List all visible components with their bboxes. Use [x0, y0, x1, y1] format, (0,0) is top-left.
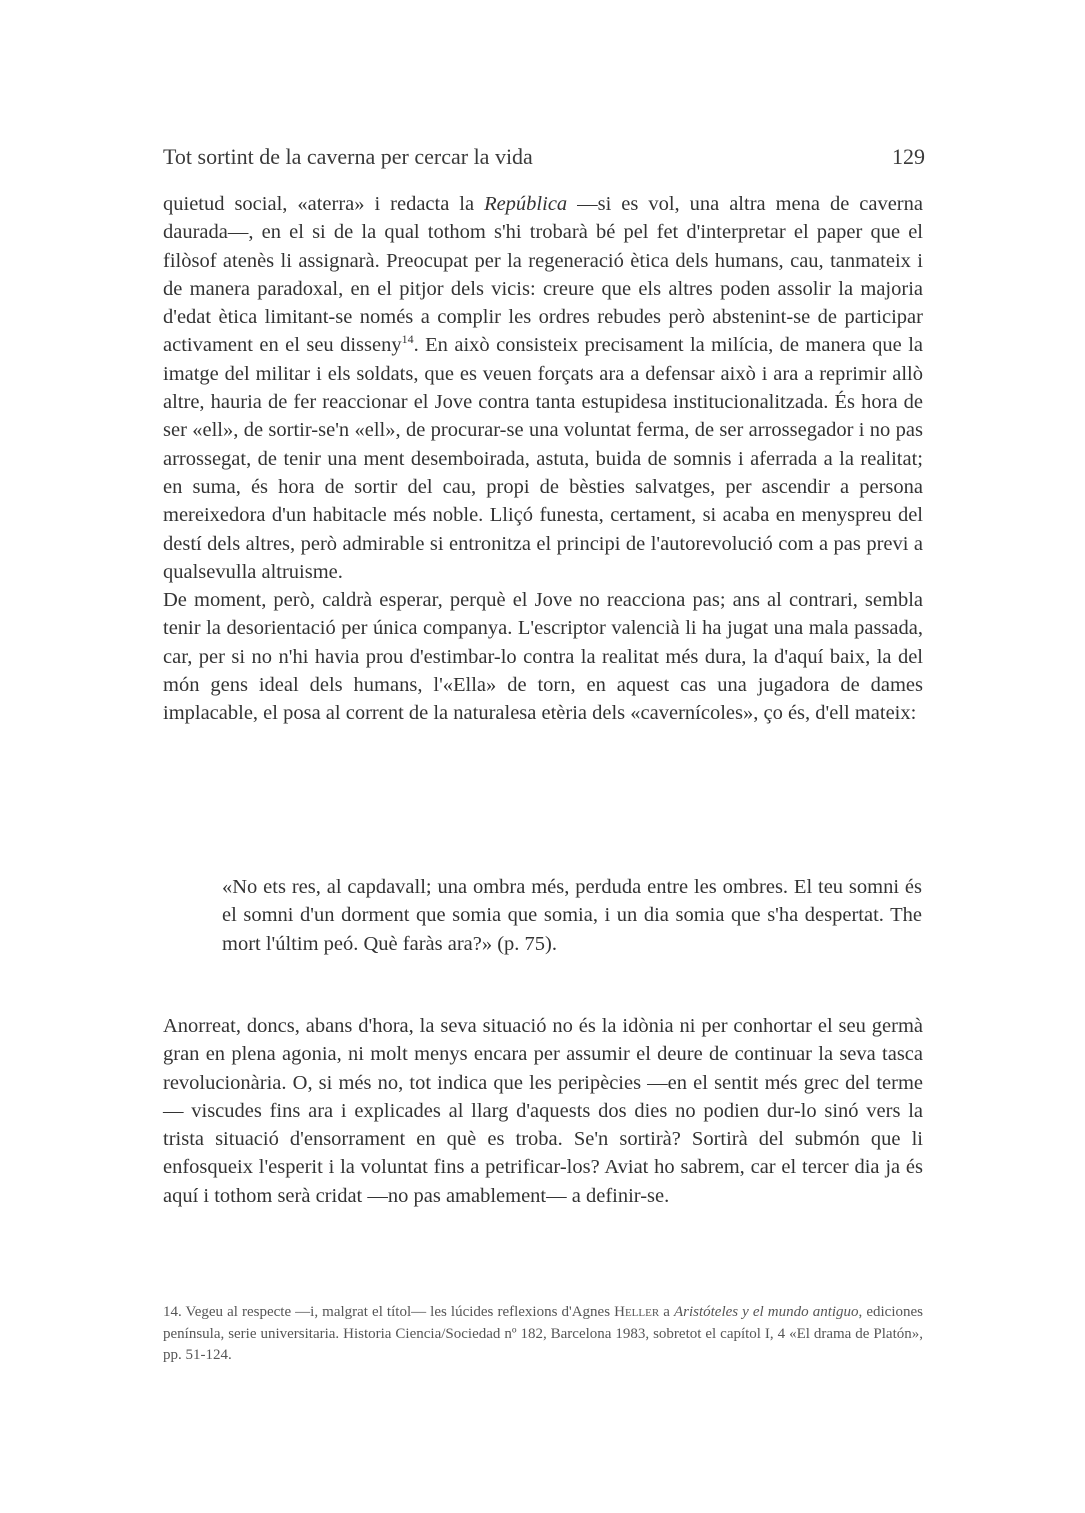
- main-text: [163, 190, 923, 728]
- block-quote: «No ets res, al capdavall; una ombra més, perduda entre les ombres. El teu somni és el somni d'un dorment que somia que somia, i un dia somia que s'ha despertat. The mort l'últim peó. Què faràs ara?» (p. 75).: [222, 876, 922, 955]
- footnote-part-b: a: [659, 1304, 674, 1320]
- paragraph-1-part-b: —si es vol, una altra mena de caverna daurada—, en el si de la qual tothom s'hi trobarà bé pel fet d'interpretar el paper que el filòsof atenès li assignarà. Preocupat per la regeneració ètica dels humans, cau, tanmateix i de manera paradoxal, en el pitjor dels vicis: creure que els altres poden assolir la majoria d'edat ètica limitant-se només a complir les ordres rebudes però abstenint-se de participar activament en el seu disseny: [163, 193, 923, 357]
- republica-title: República: [484, 193, 568, 215]
- footnote-reference: 14: [401, 332, 414, 347]
- page-number: 129: [892, 144, 925, 169]
- footnote-part-a: Vegeu al respecte —i, malgrat el títol— les lúcides reflexions d'Agnes: [181, 1304, 615, 1320]
- footnote-part-c: , ediciones península, serie universitaria. Historia Ciencia/Sociedad nº 182, Barcelona 1983, sobretot el capítol I, 4 «El drama de Platón», pp. 51-124.: [163, 1304, 923, 1363]
- paragraph-1-part-c: . En això consisteix precisament la milícia, de manera que la imatge del militar i els soldats, que es veuen forçats ara a defensar això i ara a reprimir allò altre, hauria de fer reaccionar el Jove contra tanta estupidesa institucionalitzada. És hora de ser «ell», de sortir-se'n «ell», de procurar-se una voluntat ferma, de ser arrossegador i no pas arrossegat, de tenir una ment desemboirada, astuta, buida de somnis i aferrada a la realitat; en suma, és hora de sortir del cau, propi de bèsties salvatges, per ascendir a persona mereixedora d'un habitacle més noble. Lliçó funesta, certament, si acaba en menyspreu del destí dels altres, però admirable si entronitza el principi de l'autorevolució com a pas previ a qualsevulla altruisme.: [163, 334, 923, 583]
- running-title: Tot sortint de la caverna per cercar la vida: [163, 144, 533, 169]
- paragraph-3: Anorreat, doncs, abans d'hora, la seva situació no és la idònia ni per conhortar el seu germà gran en plena agonia, ni molt menys encara per assumir el deure de continuar la seva tasca revolucionària. O, si més no, tot indica que les peripècies —en el sentit més grec del terme— viscudes fins ara i explicades al llarg d'aquests dos dies no podien dur-lo sinó vers la trista situació d'ensorrament en què es troba. Se'n sortirà? Sortirà del submón que li enfosqueix l'esperit i la voluntat fins a petrificar-los? Aviat ho sabrem, car el tercer dia ja és aquí i tothom serà cridat —no pas amablement— a definir-se.: [163, 1015, 923, 1207]
- paragraph-1-part-a: quietud social, «aterra» i redacta la: [163, 193, 485, 215]
- paragraph-2: De moment, però, caldrà esperar, perquè el Jove no reacciona pas; ans al contrari, sembla tenir la desorientació per única companya. L'escriptor valencià li ha jugat una mala passada, car, per si no n'hi havia prou d'estimbar-lo contra la realitat més dura, la d'aquí baix, la del món gens ideal dels humans, l'«Ella» de torn, en aquest cas una jugadora de dames implacable, el posa al corrent de la naturalesa etèria dels «cavernícoles», ço és, d'ell mateix:: [163, 589, 923, 725]
- paragraph-1: [163, 190, 923, 586]
- footnote-number: 14.: [163, 1304, 182, 1320]
- footnote-14: [163, 1302, 923, 1367]
- footnote-author: Heller: [614, 1304, 660, 1320]
- footnote-book-title: Aristóteles y el mundo antiguo: [673, 1304, 859, 1320]
- running-head: [163, 140, 933, 174]
